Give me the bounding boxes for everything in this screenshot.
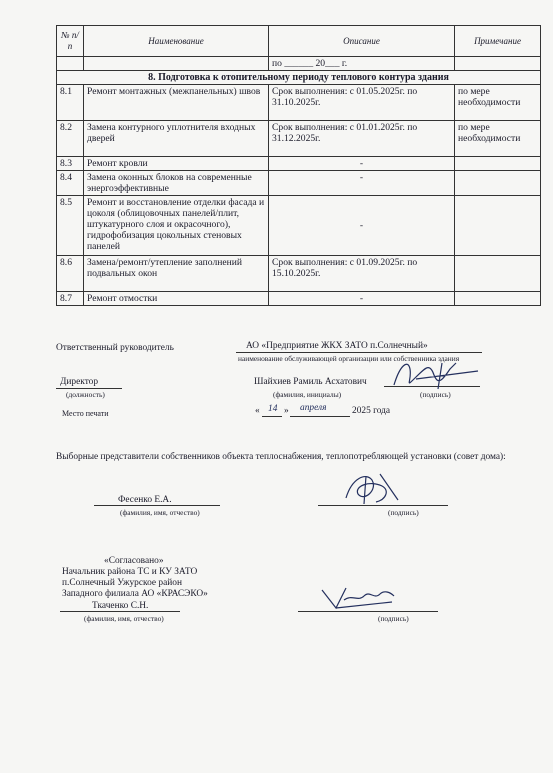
row-description: Срок выполнения: с 01.05.2025г. по 31.10.2025г. (269, 85, 455, 121)
row-description: - (269, 292, 455, 306)
date-day: 14 (268, 404, 278, 414)
date-open-quote: « (255, 406, 260, 416)
agreed-caption: (фамилия, имя, отчество) (84, 614, 164, 623)
row-name: Ремонт кровли (84, 157, 269, 171)
row-name: Ремонт и восстановление отделки фасада и цоколя (облицовочных панелей/плит, штукатурного слоя и окрасочного), гидрофобизация цокольных стеновых панелей (84, 196, 269, 256)
representative-caption: (фамилия, имя, отчество) (120, 508, 200, 517)
agreed-name-underline (60, 611, 180, 612)
row-name: Замена контурного уплотнителя входных дверей (84, 121, 269, 157)
date-month-underline (290, 416, 350, 417)
agreed-signature (316, 580, 396, 616)
row-name: Ремонт отмостки (84, 292, 269, 306)
stamp-label: Место печати (62, 409, 109, 418)
table-row (57, 256, 541, 292)
row-num: 8.7 (57, 292, 84, 306)
row-note (455, 256, 541, 292)
row-description: - (269, 157, 455, 171)
person-caption: (фамилия, инициалы) (273, 390, 342, 399)
representative-name: Фесенко Е.А. (118, 495, 172, 505)
row-note (455, 196, 541, 256)
signature-caption: (подпись) (420, 390, 451, 399)
agreed-name: Ткаченко С.Н. (92, 601, 149, 611)
header-description: Описание (269, 26, 455, 57)
director-signature (386, 355, 482, 395)
position-value: Директор (60, 377, 99, 387)
row-num: 8.6 (57, 256, 84, 292)
table-row (57, 196, 541, 256)
organization-caption: наименование обслуживающей организации или собственника здания (238, 354, 460, 363)
row-note (455, 292, 541, 306)
table-row (57, 57, 541, 71)
table-header-row (57, 26, 541, 57)
date-day-underline (262, 416, 282, 417)
position-caption: (должность) (66, 390, 105, 399)
representatives-text: Выборные представители собственников объекта теплоснабжения, теплопотребляющей установки (совет дома): (56, 452, 506, 462)
row-name: Ремонт монтажных (межпанельных) швов (84, 85, 269, 121)
section-title: 8. Подготовка к отопительному периоду теплового контура здания (57, 71, 541, 85)
row-name: Замена/ремонт/утепление заполнений подвальных окон (84, 256, 269, 292)
table-row (57, 85, 541, 121)
table-row (57, 292, 541, 306)
row-num: 8.2 (57, 121, 84, 157)
row-description: Срок выполнения: с 01.09.2025г. по 15.10.2025г. (269, 256, 455, 292)
representative-underline (94, 505, 220, 506)
header-name: Наименование (84, 26, 269, 57)
person-name: Шайхиев Рамиль Асхатович (254, 377, 367, 387)
date-year: 2025 года (352, 406, 391, 416)
row-description: - (269, 196, 455, 256)
agreed-line-1: Начальник района ТС и КУ ЗАТО (62, 567, 198, 577)
row-description: - (269, 171, 455, 196)
representative-signature-caption: (подпись) (388, 508, 419, 517)
row-num: 8.5 (57, 196, 84, 256)
header-note: Примечание (455, 26, 541, 57)
table-row (57, 157, 541, 171)
representative-signature (336, 470, 406, 508)
agreed-label: «Согласовано» (104, 556, 164, 566)
agreed-signature-caption: (подпись) (378, 614, 409, 623)
table-row (57, 171, 541, 196)
header-num: № п/п (57, 26, 84, 57)
responsible-label: Ответственный руководитель (56, 343, 174, 353)
row-note: по мере необходимости (455, 85, 541, 121)
continued-description: по ______ 20___ г. (269, 57, 455, 71)
row-name: Замена оконных блоков на современные энергоэффективные (84, 171, 269, 196)
row-note: по мере необходимости (455, 121, 541, 157)
agreed-line-3: Западного филиала АО «КРАСЭКО» (62, 589, 208, 599)
position-underline (56, 388, 122, 389)
row-description: Срок выполнения: с 01.01.2025г. по 31.12.2025г. (269, 121, 455, 157)
works-table (56, 25, 541, 306)
organization-underline (236, 352, 482, 353)
row-num: 8.1 (57, 85, 84, 121)
organization-name: АО «Предприятие ЖКХ ЗАТО п.Солнечный» (246, 341, 428, 351)
row-num: 8.4 (57, 171, 84, 196)
date-month: апреля (300, 403, 327, 413)
row-note (455, 157, 541, 171)
agreed-line-2: п.Солнечный Ужурское район (62, 578, 182, 588)
row-num: 8.3 (57, 157, 84, 171)
table-row (57, 121, 541, 157)
date-close-quote: » (284, 406, 289, 416)
row-note (455, 171, 541, 196)
section-title-row (57, 71, 541, 85)
